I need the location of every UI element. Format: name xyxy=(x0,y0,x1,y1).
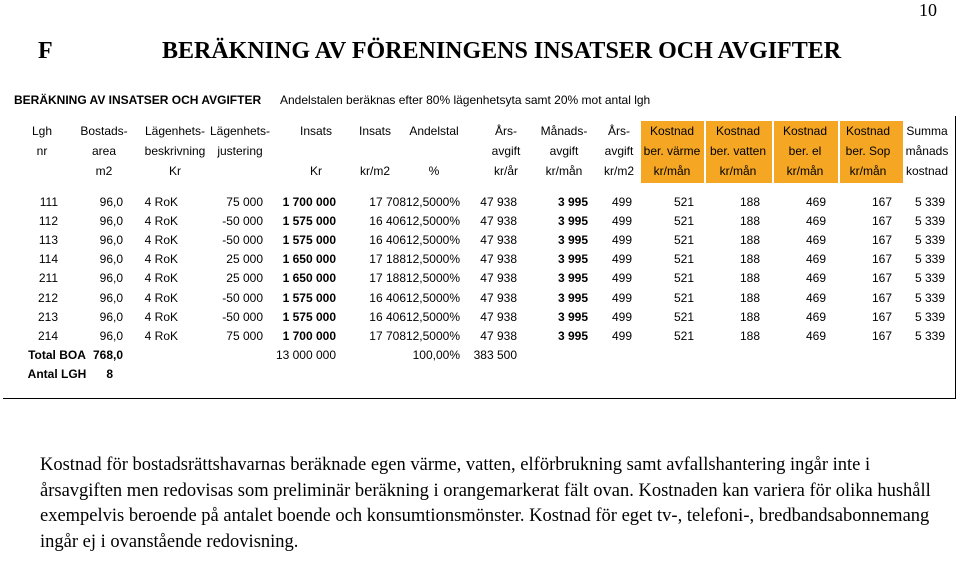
table-cell: 521 xyxy=(673,195,694,209)
table-cell: 521 xyxy=(673,290,694,305)
column-header: Kr xyxy=(310,164,322,178)
table-cell: 5 339 xyxy=(914,252,945,267)
table-cell: 1 575 000 xyxy=(282,309,336,324)
table-cell: 1 700 000 xyxy=(282,328,336,343)
column-header: Kostnad xyxy=(649,124,695,138)
table-cell: 469 xyxy=(805,271,826,286)
table-cell: 96,0 xyxy=(99,309,123,324)
column-header: avgift xyxy=(604,144,634,158)
table-cell: 75 000 xyxy=(226,195,263,209)
table-cell: 167 xyxy=(871,214,892,229)
table-cell: 3 995 xyxy=(557,214,588,229)
table-cell: 12,5000% xyxy=(405,309,460,324)
table-cell: 188 xyxy=(739,214,760,229)
table-cell: 96,0 xyxy=(99,195,123,209)
page-heading xyxy=(38,38,841,65)
table-cell: 4 RoK xyxy=(144,309,178,324)
column-header: kr/m2 xyxy=(360,164,390,178)
totals-cell: 100,00% xyxy=(412,347,460,362)
table-cell: 96,0 xyxy=(99,252,123,267)
table-cell: 12,5000% xyxy=(405,290,460,305)
table-cell: 96,0 xyxy=(99,214,123,229)
table-cell: 25 000 xyxy=(226,252,263,267)
table-cell: 12,5000% xyxy=(405,214,460,229)
table-cell: 5 339 xyxy=(914,328,945,343)
table-cell: 5 339 xyxy=(914,271,945,286)
subtitle-row xyxy=(14,93,650,107)
table-cell: 12,5000% xyxy=(405,271,460,286)
table-cell: 1 650 000 xyxy=(282,252,336,267)
column-header: Kr xyxy=(169,164,181,178)
column-header: Bostads- xyxy=(80,124,128,138)
column-header: Lägenhets- xyxy=(209,124,271,138)
column-header: kr/mån xyxy=(719,164,757,178)
table-cell: 3 995 xyxy=(557,271,588,286)
table-cell: 47 938 xyxy=(480,252,517,267)
table-cell: 188 xyxy=(739,290,760,305)
column-header: ber. värme xyxy=(643,144,701,158)
table-cell: 469 xyxy=(805,290,826,305)
table-row-apartment-number: 111 xyxy=(39,195,58,209)
table-cell: 167 xyxy=(871,233,892,248)
table-cell: 17 708 xyxy=(369,328,406,343)
table-cell: 75 000 xyxy=(226,328,263,343)
column-header: Kostnad xyxy=(715,124,761,138)
table-cell: 12,5000% xyxy=(405,195,460,209)
table-cell: 499 xyxy=(611,195,632,209)
table-cell: 167 xyxy=(871,290,892,305)
table-cell: 499 xyxy=(611,271,632,286)
table-cell: 5 339 xyxy=(914,195,945,209)
table-cell: 188 xyxy=(739,271,760,286)
page-title: BERÄKNING AV FÖRENINGENS INSATSER OCH AVGIFTER xyxy=(162,38,842,64)
table-cell: 16 406 xyxy=(369,309,406,324)
table-cell: 4 RoK xyxy=(144,214,178,229)
column-header: justering xyxy=(217,144,263,158)
table-cell: 167 xyxy=(871,271,892,286)
table-cell: 25 000 xyxy=(226,271,263,286)
table-cell: 469 xyxy=(805,195,826,209)
column-header: Andelstal xyxy=(409,124,459,138)
table-cell: 167 xyxy=(871,195,892,209)
table-cell: 499 xyxy=(611,233,632,248)
table-cell: 1 650 000 xyxy=(282,271,336,286)
table-cell: 5 339 xyxy=(914,214,945,229)
column-header: kr/mån xyxy=(653,164,691,178)
table-cell: 12,5000% xyxy=(405,252,460,267)
table-cell: 4 RoK xyxy=(144,195,178,209)
table-cell: 4 RoK xyxy=(144,252,178,267)
table-cell: 4 RoK xyxy=(144,233,178,248)
table-cell: 521 xyxy=(673,233,694,248)
table-cell: 499 xyxy=(611,252,632,267)
column-header: Års- xyxy=(495,124,517,138)
column-header: Års- xyxy=(608,124,630,138)
table-cell: 521 xyxy=(673,252,694,267)
table-cell: 3 995 xyxy=(557,328,588,343)
table-row-apartment-number: 212 xyxy=(37,290,58,305)
column-header xyxy=(200,162,280,181)
column-header: avgift xyxy=(549,144,579,158)
table-cell: 3 995 xyxy=(557,252,588,267)
table-cell: -50 000 xyxy=(222,290,263,305)
table-cell: -50 000 xyxy=(222,214,263,229)
column-header: kr/år xyxy=(494,164,518,178)
table-cell: -50 000 xyxy=(222,309,263,324)
table-cell: 96,0 xyxy=(99,328,123,343)
column-header: avgift xyxy=(491,144,521,158)
table-cell: 47 938 xyxy=(480,214,517,229)
table-cell: 17 188 xyxy=(369,252,406,267)
column-header: Lägenhets- xyxy=(144,124,206,138)
table-cell: 3 995 xyxy=(557,309,588,324)
table-cell: 5 339 xyxy=(914,290,945,305)
table-row-apartment-number: 211 xyxy=(38,271,58,286)
table-cell: 521 xyxy=(673,214,694,229)
table-cell: 96,0 xyxy=(99,271,123,286)
table-cell: 16 406 xyxy=(369,214,406,229)
table-cell: 47 938 xyxy=(480,195,517,209)
totals-cell: Total BOA xyxy=(28,347,86,362)
table-cell: 3 995 xyxy=(557,195,588,209)
page-number: 10 xyxy=(919,0,937,20)
totals-cell: 383 500 xyxy=(473,347,517,362)
table-cell: 5 339 xyxy=(914,309,945,324)
table-cell: 96,0 xyxy=(99,233,123,248)
totals-cell: 8 xyxy=(106,366,113,381)
table-row-apartment-number: 213 xyxy=(37,309,58,324)
table-title: BERÄKNING AV INSATSER OCH AVGIFTER xyxy=(14,93,262,107)
table-cell: 4 RoK xyxy=(144,290,178,305)
table-row-apartment-number: 114 xyxy=(38,252,58,267)
column-header: % xyxy=(428,164,440,178)
table-cell: 188 xyxy=(739,309,760,324)
table-cell: 521 xyxy=(673,328,694,343)
column-header: Summa xyxy=(906,124,948,138)
column-header: månads xyxy=(905,144,949,158)
table-cell: 521 xyxy=(673,271,694,286)
table-cell: 5 339 xyxy=(914,233,945,248)
column-header: ber. el xyxy=(788,144,822,158)
table-cell: 469 xyxy=(805,252,826,267)
table-cell: 188 xyxy=(739,233,760,248)
footnote-text: Kostnad för bostadsrättshavarnas beräknade egen värme, vatten, elförbrukning samt avfallshantering ingår inte i årsavgiften men redovisas som preliminär beräkning i orangemarkerat fält ovan. Kostnaden kan variera för olika hushåll exempelvis beroende på antalet boende och konsumtionsmönster. Kostnad för eget tv-, telefoni-, bredbandsabonnemang ingår ej i ovanstående redovisning. xyxy=(40,455,931,552)
table-cell: 16 406 xyxy=(369,290,406,305)
table-cell: 499 xyxy=(611,290,632,305)
table-cell: 17 188 xyxy=(369,271,406,286)
column-header: Insats xyxy=(299,124,332,138)
table-cell: 47 938 xyxy=(480,328,517,343)
totals-cell: 768,0 xyxy=(92,347,123,362)
column-header: Kostnad xyxy=(782,124,828,138)
column-header: kr/mån xyxy=(545,164,583,178)
table-cell: 47 938 xyxy=(480,271,517,286)
table-cell: 188 xyxy=(739,195,760,209)
table-note: Andelstalen beräknas efter 80% lägenhetsyta samt 20% mot antal lgh xyxy=(280,93,651,107)
table-cell: 469 xyxy=(805,309,826,324)
table-cell: 469 xyxy=(805,214,826,229)
table-cell: 188 xyxy=(739,328,760,343)
column-header: nr xyxy=(36,144,48,158)
section-letter: F xyxy=(38,38,53,64)
column-header: ber. Sop xyxy=(845,144,891,158)
column-header: kr/mån xyxy=(786,164,824,178)
table-cell: 499 xyxy=(611,328,632,343)
totals-cell: 13 000 000 xyxy=(275,347,336,362)
column-header xyxy=(394,142,474,161)
table-cell: 47 938 xyxy=(480,290,517,305)
table-row-apartment-number: 112 xyxy=(38,214,58,229)
column-header: kr/mån xyxy=(849,164,887,178)
table-cell: 1 575 000 xyxy=(282,290,336,305)
column-header: ber. vatten xyxy=(709,144,767,158)
table-cell: 1 575 000 xyxy=(282,233,336,248)
table-cell: 47 938 xyxy=(480,309,517,324)
table-cell: 3 995 xyxy=(557,233,588,248)
column-header: Insats xyxy=(358,124,391,138)
table-cell: 1 700 000 xyxy=(282,195,336,209)
column-header: Månads- xyxy=(540,124,588,138)
table-cell: 167 xyxy=(871,252,892,267)
table-cell: 499 xyxy=(611,309,632,324)
table-cell: 469 xyxy=(805,233,826,248)
table-cell: 521 xyxy=(673,309,694,324)
table-cell: 96,0 xyxy=(99,290,123,305)
table-cell: 12,5000% xyxy=(405,233,460,248)
table-cell: 4 RoK xyxy=(144,328,178,343)
table-cell: 17 708 xyxy=(369,195,406,209)
table-cell: 4 RoK xyxy=(144,271,178,286)
column-header: Lgh xyxy=(31,124,53,138)
column-header: m2 xyxy=(95,164,113,178)
table-cell: 188 xyxy=(739,252,760,267)
totals-cell: Antal LGH xyxy=(27,366,87,381)
column-header: kr/m2 xyxy=(604,164,634,178)
table-row-apartment-number: 113 xyxy=(38,233,58,248)
table-cell: -50 000 xyxy=(222,233,263,248)
table-cell: 499 xyxy=(611,214,632,229)
table-cell: 12,5000% xyxy=(405,328,460,343)
table-cell: 16 406 xyxy=(369,233,406,248)
column-header: area xyxy=(91,144,117,158)
table-cell: 469 xyxy=(805,328,826,343)
table-cell: 47 938 xyxy=(480,233,517,248)
table-row-apartment-number: 214 xyxy=(37,328,58,343)
table-cell: 167 xyxy=(871,309,892,324)
column-header: Kostnad xyxy=(845,124,891,138)
table-cell: 1 575 000 xyxy=(282,214,336,229)
column-header: kostnad xyxy=(905,164,949,178)
table-cell: 3 995 xyxy=(557,290,588,305)
table-cell: 167 xyxy=(871,328,892,343)
column-header: beskrivning xyxy=(144,144,206,158)
